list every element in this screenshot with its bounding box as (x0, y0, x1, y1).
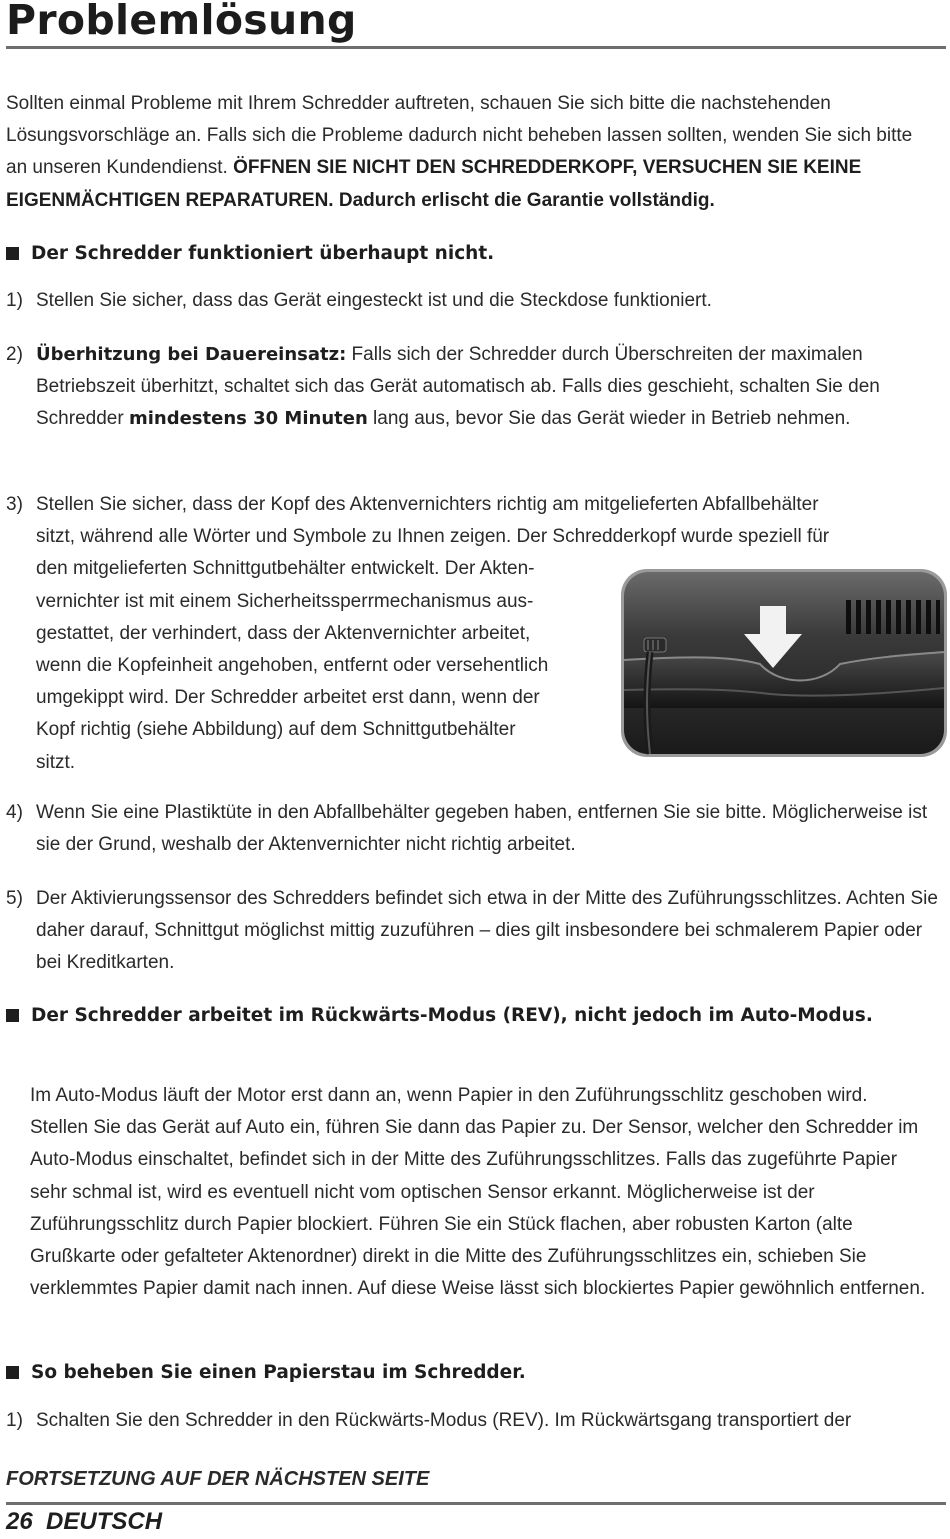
item-line: umgekippt wird. Der Schredder arbeitet erst dann, wenn der (36, 687, 540, 709)
item-line: gestattet, der verhindert, dass der Aktenvernichter arbeitet, (36, 622, 531, 644)
bullet-square-icon (6, 1366, 19, 1379)
item-number: 5) (6, 888, 23, 909)
section-heading-text: Der Schredder arbeitet im Rückwärts-Modus (REV), nicht jedoch im Auto-Modus. (31, 1005, 873, 1026)
item-line: sitzt, während alle Wörter und Symbole zu Ihnen zeigen. Der Schredderkopf wurde speziell für (36, 526, 830, 548)
section-heading-text: So beheben Sie einen Papierstau im Schredder. (31, 1362, 526, 1383)
page-title: Problemlösung (6, 0, 357, 44)
auto-mode-paragraph: Im Auto-Modus läuft der Motor erst dann an, wenn Papier in den Zuführungsschlitz geschoben wird. Stellen Sie das Gerät auf Auto ein, führen Sie dann das Papier zu. Der Sensor, welcher den Schredder im Auto-Modus einschaltet, befindet sich in der Mitte des Zuführungsschlitzes. Falls das zugeführte Papier sehr schmal ist, wird es eventuell nicht vom optischen Sensor erkannt. Möglicherweise ist der Zuführungsschlitz durch Papier blockiert. Führen Sie ein Stück flachen, aber robusten Karton (alte Grußkarte oder gefalteter Aktenordner) direkt in die Mitte des Zuführungsschlitzes ein, schieben Sie verklemmtes Papier damit nach innen. Auf diese Weise lässt sich blockiertes Papier gewöhnlich entfernen. (30, 1085, 926, 1300)
item-number: 1) (6, 1410, 23, 1431)
section-heading-not-working (6, 238, 936, 270)
item-text: Stellen Sie sicher, dass das Gerät eingesteckt ist und die Steckdose funktioniert. (36, 290, 712, 311)
overheat-label: Überhitzung bei Dauereinsatz: (36, 344, 347, 365)
item-number: 3) (6, 494, 23, 515)
item-text-part: lang aus, bevor Sie das Gerät wieder in Betrieb nehmen. (367, 408, 851, 430)
item-line: sitzt. (36, 751, 76, 773)
title-divider (6, 46, 946, 49)
intro-paragraph (6, 88, 931, 217)
bullet-square-icon (6, 247, 19, 260)
item-line: Kopf richtig (siehe Abbildung) auf dem Schnittgutbehälter (36, 719, 516, 741)
page-number: 26 (6, 1508, 33, 1535)
section-heading-auto-mode (6, 1000, 906, 1064)
item-line: Stellen Sie sicher, dass der Kopf des Aktenvernichters richtig am mitgelieferten Abfallbehälter (36, 494, 819, 515)
item-text (36, 339, 946, 436)
page-footer (6, 1505, 162, 1539)
continued-note: FORTSETZUNG AUF DER NÄCHSTEN SEITE (6, 1468, 430, 1490)
bullet-square-icon (6, 1009, 19, 1022)
item-line: vernichter ist mit einem Sicherheitssperrmechanismus aus- (36, 590, 534, 612)
shredder-head-illustration (620, 568, 948, 758)
min-duration: mindestens 30 Minuten (128, 408, 368, 430)
section-heading-text: Der Schredder funktioniert überhaupt nicht. (31, 243, 495, 264)
warning-text: ÖFFNEN SIE NICHT DEN SCHREDDERKOPF, VERSUCHEN SIE KEINE EIGENMÄCHTIGEN REPARATUREN. Dadurch erlischt die Garantie vollständig. (6, 157, 862, 211)
item-text: Der Aktivierungssensor des Schredders befindet sich etwa in der Mitte des Zuführungsschlitzes. Achten Sie daher darauf, Schnittgut möglichst mittig zuzuführen – dies gilt insbesondere bei schmalerem Papier oder bei Kreditkarten. (36, 888, 938, 974)
item-number: 2) (6, 344, 23, 365)
item-number: 1) (6, 290, 23, 311)
item-text: Schalten Sie den Schredder in den Rückwärts-Modus (REV). Im Rückwärtsgang transportiert der (36, 1410, 852, 1431)
language-label: DEUTSCH (46, 1508, 163, 1535)
item-text: Wenn Sie eine Plastiktüte in den Abfallbehälter gegeben haben, entfernen Sie sie bitte. Möglicherweise ist sie der Grund, weshalb der Aktenvernichter nicht richtig arbeitet. (36, 802, 928, 856)
item-number: 4) (6, 802, 23, 823)
section-heading-paper-jam (6, 1357, 936, 1389)
item-line: wenn die Kopfeinheit angehoben, entfernt oder versehentlich (36, 655, 549, 677)
item-text-part: Falls sich der Schredder durch Überschreiten der maximalen Betriebszeit überhitzt, schaltet sich das Gerät automatisch ab. Falls dies geschieht, schalten Sie den Schredder (36, 344, 880, 430)
item-line: den mitgelieferten Schnittgutbehälter entwickelt. Der Akten- (36, 558, 535, 580)
intro-text: Sollten einmal Probleme mit Ihrem Schredder auftreten, schauen Sie sich bitte die nachstehenden Lösungsvorschläge an. Falls sich die Probleme dadurch nicht beheben lassen sollten, wenden Sie sich bitte an unseren Kundendienst. (6, 93, 913, 179)
